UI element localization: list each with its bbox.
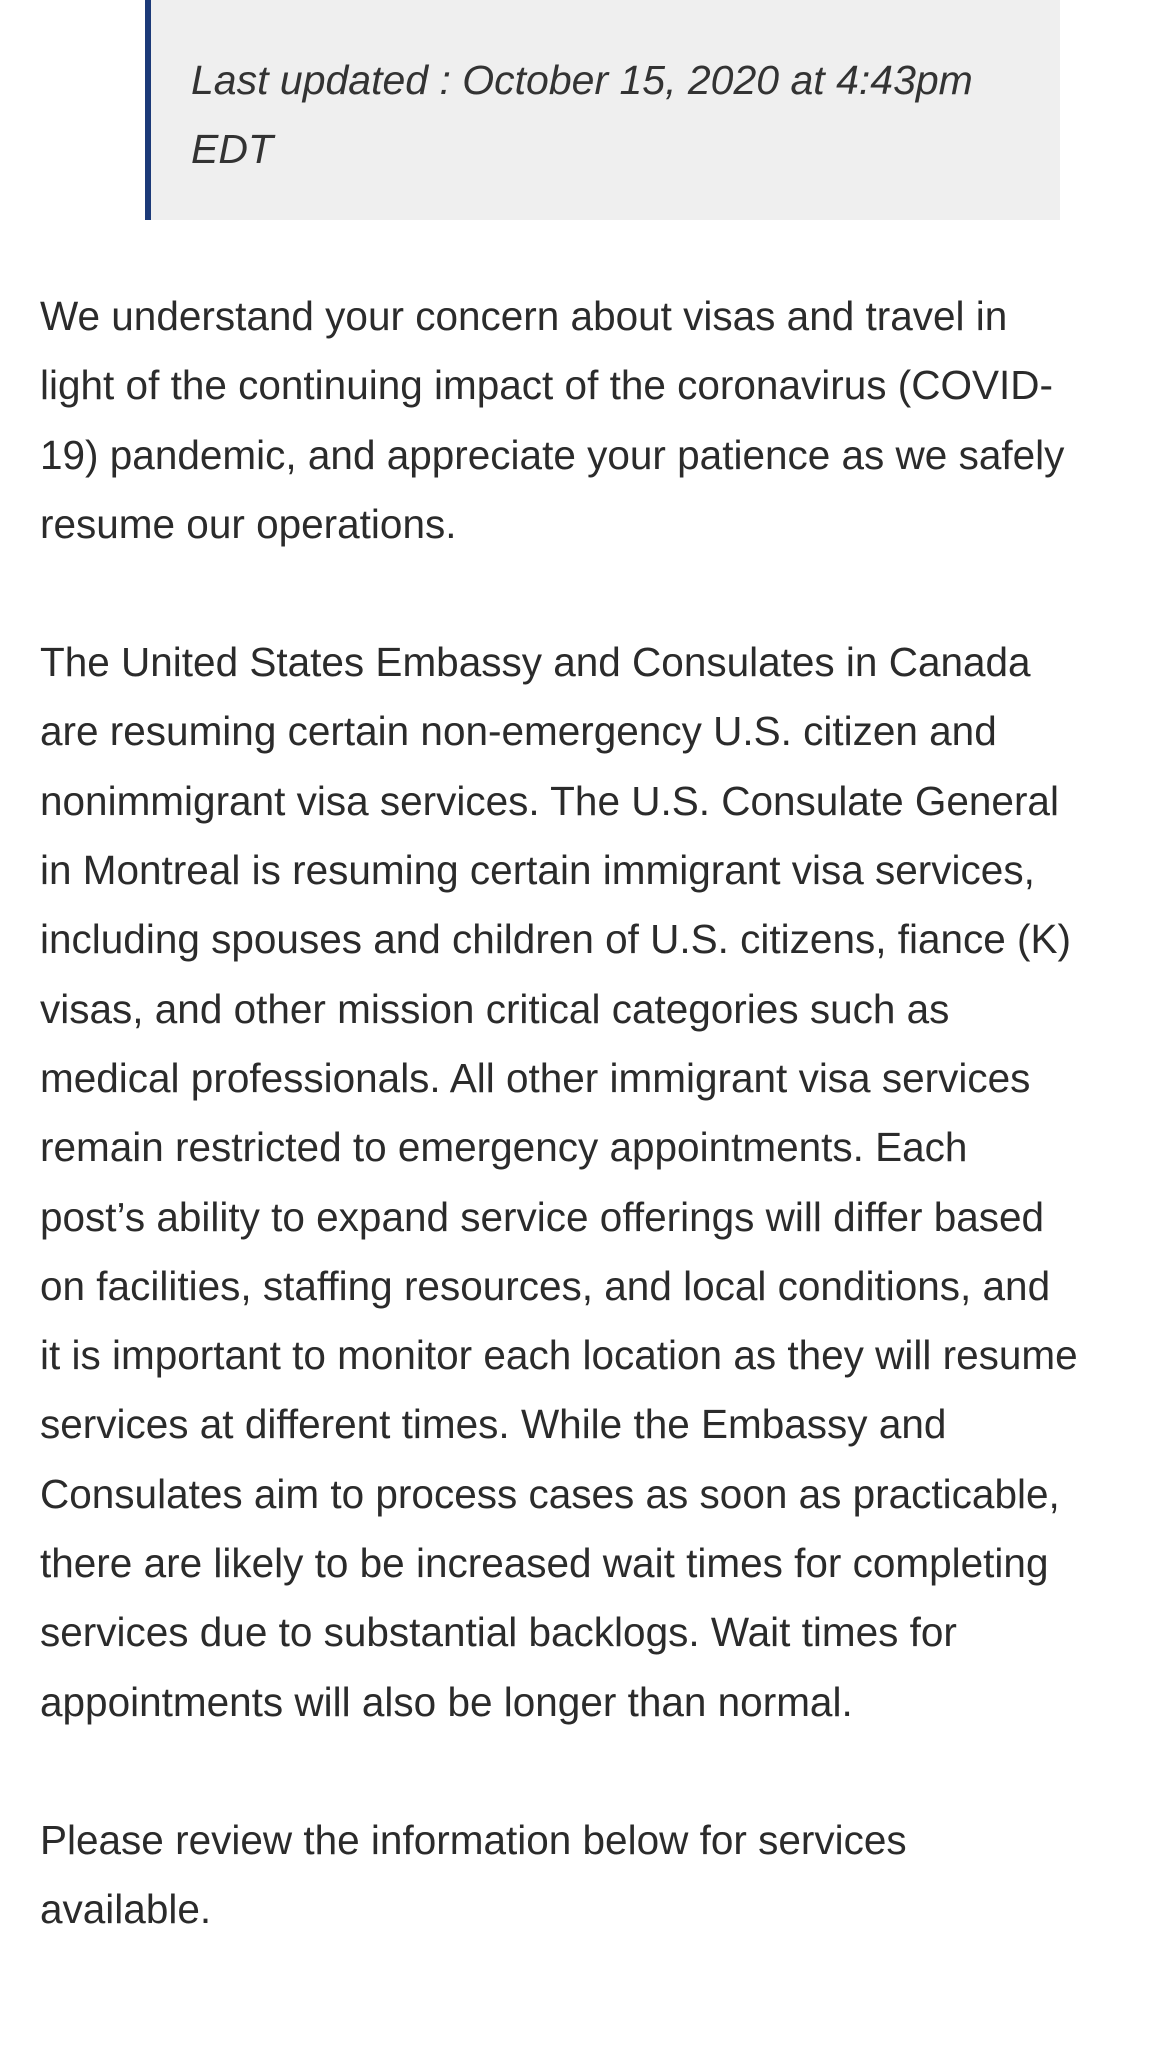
last-updated-notice: [145, 0, 1060, 220]
last-updated-text: Last updated : October 15, 2020 at 4:43pm EDT: [191, 57, 973, 172]
review-paragraph: Please review the information below for services available.: [40, 1816, 907, 1933]
services-paragraph: The United States Embassy and Consulates in Canada are resuming certain non-emergency U.S. citizen and nonimmigrant visa services. The U.S. Consulate General in Montreal is resuming certain immigrant visa services, including spouses and children of U.S. citizens, fiance (K) visas, and other mission critical categories such as medical professionals. All other immigrant visa services remain restricted to emergency appointments. Each post’s ability to expand service offerings will differ based on facilities, staffing resources, and local conditions, and it is important to monitor each location as they will resume services at different times. While the Embassy and Consulates aim to process cases as soon as practicable, there are likely to be increased wait times for completing services due to substantial backlogs. Wait times for appointments will also be longer than normal.: [40, 639, 1078, 1725]
article-body: [40, 282, 1080, 1945]
intro-paragraph: We understand your concern about visas and travel in light of the continuing impact of the coronavirus (COVID-19) pandemic, and appreciate your patience as we safely resume our operations.: [40, 293, 1065, 547]
